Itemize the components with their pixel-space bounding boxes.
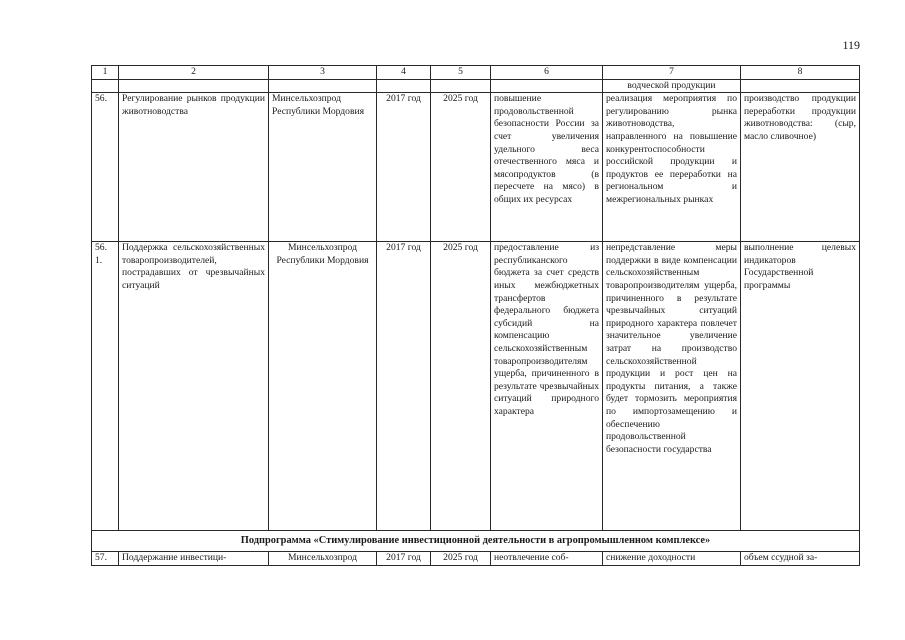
end-year: 2025 год	[431, 93, 491, 242]
continuation-row	[92, 79, 860, 93]
column-number: 1	[92, 66, 119, 80]
column-number: 5	[431, 66, 491, 80]
executor: Минсельхозпрод	[269, 552, 377, 566]
row-number: 56. 1.	[92, 242, 119, 531]
table-row	[92, 242, 860, 531]
related-indicators: выполнение целевых индикаторов Государственной программы	[741, 242, 860, 531]
non-implementation-consequences: непредставление меры поддержки в виде компенсации сельскохозяйственным товаропроизводителям ущерба, причиненного в результате чрезвычайных ситуаций природного характера повлечет значительное увеличение затрат на производство сельскохозяйственной продукции и рост цен на продукты питания, а также будет тормозить мероприятия по импортозамещению и обеспечению продовольственной безопасности государства	[603, 242, 741, 531]
subprogram-row	[92, 531, 860, 552]
row-number: 56.	[92, 93, 119, 242]
related-indicators: объем ссудной за-	[741, 552, 860, 566]
end-year: 2025 год	[431, 552, 491, 566]
expected-result: повышение продовольственной безопасности России за счет увеличения удельного веса отечественного мяса и мясопродуктов (в пересчете на мясо) в общих их ресурсах	[491, 93, 603, 242]
measure-name: Поддержка сельскохозяйственных товаропроизводителей, пострадавших от чрезвычайных ситуаций	[119, 242, 269, 531]
column-number: 4	[377, 66, 431, 80]
related-indicators: производство продукции переработки продукции животноводства: (сыр, масло сливочное)	[741, 93, 860, 242]
non-implementation-consequences: реализация мероприятия по регулированию рынка животноводства, направленного на повышение конкурентоспособности российской продукции и продуктов ее переработки на региональном и межрегиональных рынках	[603, 93, 741, 242]
subprogram-title: Подпрограмма «Стимулирование инвестиционной деятельности в агропромышленном комплексе»	[92, 531, 860, 552]
table-row	[92, 93, 860, 242]
column-number: 7	[603, 66, 741, 80]
column-number: 3	[269, 66, 377, 80]
executor: Минсельхозпрод Республики Мордовия	[269, 93, 377, 242]
non-implementation-consequences: снижение доходности	[603, 552, 741, 566]
column-number: 6	[491, 66, 603, 80]
start-year: 2017 год	[377, 242, 431, 531]
column-numbers-row	[92, 66, 860, 80]
page-number: 119	[842, 38, 860, 52]
column-number: 2	[119, 66, 269, 80]
continuation-text: водческой продукции	[603, 79, 741, 93]
column-number: 8	[741, 66, 860, 80]
measure-name: Регулирование рынков продукции животноводства	[119, 93, 269, 242]
expected-result: предоставление из республиканского бюджета за счет средств иных межбюджетных трансфертов федерального бюджета субсидий на компенсацию сельскохозяйственным товаропроизводителям ущерба, причиненного в результате чрезвычайных ситуаций природного характера	[491, 242, 603, 531]
executor: Минсельхозпрод Республики Мордовия	[269, 242, 377, 531]
measures-table	[91, 65, 860, 566]
start-year: 2017 год	[377, 93, 431, 242]
start-year: 2017 год	[377, 552, 431, 566]
table-row	[92, 552, 860, 566]
end-year: 2025 год	[431, 242, 491, 531]
measure-name: Поддержание инвестици-	[119, 552, 269, 566]
row-number: 57.	[92, 552, 119, 566]
expected-result: неотвлечение соб-	[491, 552, 603, 566]
